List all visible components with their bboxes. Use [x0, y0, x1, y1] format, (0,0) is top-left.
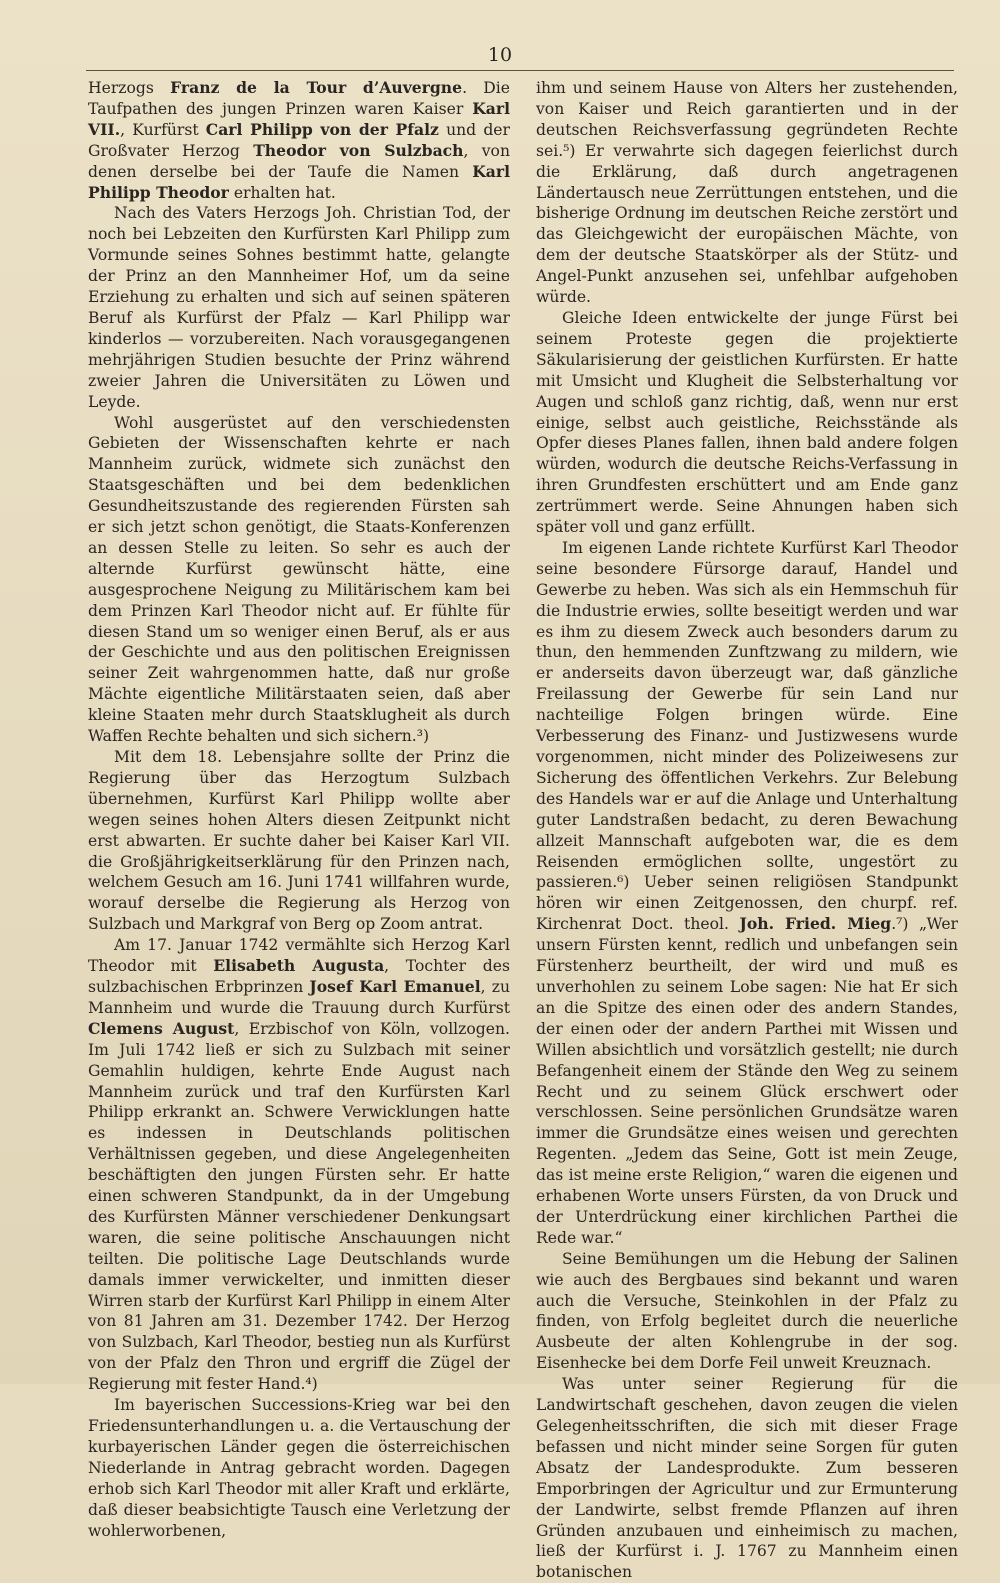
text-run: , Erzbischof von Köln, vollzogen. Im Juli 1742 ließ er sich zu Sulzbach mit seiner Gemahlin huldigen, kehrte Ende August nach Mannheim zurück und traf den Kurfürsten Karl Philipp erkrankt an. Schwere Verwicklungen hatte es indessen in Deutschlands politischen Verhältnissen gegeben, und diese Angelegenheiten beschäftigten den jungen Fürsten sehr. Er hatte einen schweren Standpunkt, da in der Umgebung des Kurfürsten Männer verschiedener Denkungsart waren, die seine politische Anschauungen nicht teilten. Die politische Lage Deutschlands wurde damals immer verwickelter, und inmitten dieser Wirren starb der Kurfürst Karl Philipp in einem Alter von 81 Jahren am 31. Dezember 1742. Der Herzog von Sulzbach, Karl Theodor, bestieg nun als Kurfürst von der Pfalz den Thron und ergriff die Zügel der Regierung mit fester Hand.⁴) [88, 1019, 510, 1394]
paragraph [88, 413, 510, 748]
text-run: , zu Mannheim und wurde die Trauung durch Kurfürst [88, 977, 510, 1017]
text-run: Herzogs [88, 79, 171, 97]
paragraph [88, 203, 510, 412]
paragraph [536, 538, 958, 1249]
text-run: Seine Bemühungen um die Hebung der Salinen wie auch des Bergbaues sind bekannt und waren auch die Versuche, Steinkohlen in der Pfalz zu finden, von Erfolg begleitet durch die neuerliche Ausbeute der alten Kohlengrube in der sog. Eisenhecke bei dem Dorfe Feil unweit Kreuznach. [536, 1249, 958, 1373]
emphasized-name: Josef Karl Emanuel [309, 976, 481, 996]
page-number: 10 [487, 44, 513, 66]
emphasized-name: Franz de la Tour d’Auvergne [170, 78, 463, 97]
right-column [536, 78, 958, 1582]
text-run: Wohl ausgerüstet auf den verschiedensten Gebieten der Wissenschaften kehrte er nach Mannheim zurück, widmete sich zunächst den Staatsgeschäften und bei dem bedenklichen Gesundheitszustande des regierenden Fürsten sah er sich jetzt schon genötigt, die Staats-Konferenzen an dessen Stelle zu leiten. So sehr es auch der alternde Kurfürst gewünscht hätte, eine ausgesprochene Neigung zu Militärischem kam bei dem Prinzen Karl Theodor nicht auf. Er fühlte für diesen Stand um so weniger einen Beruf, als er aus der Geschichte und aus den politischen Ereignissen seiner Zeit wahrgenommen hatte, daß nur große Mächte eigentliche Militärstaaten seien, daß aber kleine Staaten mehr durch Staatsklugheit als durch Waffen Rechte behalten und sich sichern.³) [88, 413, 510, 746]
emphasized-name: Clemens August [88, 1018, 235, 1038]
paragraph [88, 1395, 510, 1541]
emphasized-name: Carl Philipp von der Pfalz [205, 119, 439, 139]
text-run: Was unter seiner Regierung für die Landwirtschaft geschehen, davon zeugen die vielen Gelegenheitsschriften, die sich mit dieser Frage befassen und nicht minder seine Sorgen für guten Absatz der Landesprodukte. Zum besseren Emporbringen der Agricultur und zur Ermunterung der Landwirte, selbst fremde Pflanzen auf ihren Gründen anzubauen und einheimisch zu machen, ließ der Kurfürst i. J. 1767 zu Mannheim einen botanischen [536, 1375, 958, 1582]
emphasized-name: Theodor von Sulzbach [253, 140, 464, 160]
text-run: Mit dem 18. Lebensjahre sollte der Prinz die Regierung über das Herzogtum Sulzbach übernehmen, Kurfürst Karl Philipp wollte aber wegen seines hohen Alters diesen Zeitpunkt nicht erst abwarten. Er suchte daher bei Kaiser Karl VII. die Großjährigkeitserklärung für den Prinzen nach, welchem Gesuch am 16. Juni 1741 willfahren wurde, worauf derselbe die Regierung als Herzog von Sulzbach und Markgraf von Berg op Zoom antrat. [88, 748, 510, 934]
text-run: Im bayerischen Successions-Krieg war bei den Friedensunterhandlungen u. a. die Vertauschung der kurbayerischen Länder gegen die österreichischen Niederlande in Antrag gebracht worden. Dagegen erhob sich Karl Theodor mit aller Kraft und erklärte, daß dieser beabsichtigte Tausch eine Verletzung der wohlerworbenen, [88, 1396, 510, 1540]
text-run: , von denen derselbe bei der Taufe die Namen [88, 141, 510, 181]
text-run: Im eigenen Lande richtete Kurfürst Karl Theodor seine besondere Fürsorge darauf, Handel und Gewerbe zu heben. Was sich als ein Hemmschuh für die Industrie erwies, sollte beseitigt werden und war es ihm zu diesem Zweck auch besonders darum zu thun, den hemmenden Zunftzwang zu mildern, wie er anderseits davon überzeugt war, daß gänzliche Freilassung der Gewerbe für sein Land nur nachteilige Folgen bringen würde. Eine Verbesserung des Finanz- und Justizwesens wurde vorgenommen, nicht minder des Polizeiwesens zur Sicherung des öffentlichen Verkehrs. Zur Belebung des Handels war er auf die Anlage und Unterhaltung guter Landstraßen bedacht, zu deren Bewachung allzeit Mannschaft aufgeboten war, die es dem Reisenden ermöglichen sollte, ungestört zu passieren.⁶) Ueber seinen religiösen Standpunkt hören wir einen Zeitgenossen, den churpf. ref. Kirchenrat Doct. theol. [536, 538, 958, 934]
emphasized-name: Joh. Fried. Mieg [739, 914, 892, 934]
text-run: Gleiche Ideen entwickelte der junge Fürst bei seinem Proteste gegen die projektierte Säkularisierung der geistlichen Kurfürsten. Er hatte mit Umsicht und Klugheit die Selbsterhaltung vor Augen und schloß ganz richtig, daß, wenn nur erst einige, selbst auch geistliche, Reichsstände als Opfer dieses Planes fallen, ihnen bald andere folgen würden, wodurch die deutsche Reichs-Verfassung in ihren Grundfesten erschüttert und am Ende ganz zertrümmert werde. Seine Ahnungen haben sich später voll und ganz erfüllt. [536, 308, 958, 537]
paragraph [536, 1249, 958, 1374]
text-run: , Kurfürst [120, 120, 206, 139]
paragraph [536, 308, 958, 538]
emphasized-name: Karl VII. [88, 98, 510, 139]
text-run: .⁷) „Wer unsern Fürsten kennt, redlich und unbefangen sein Fürstenherz beurtheilt, der wird und muß es unverhohlen zu seinem Lobe sagen: Nie hat Er sich an die Spitze des einen oder des andern Standes, der einen oder der andern Parthei mit Wissen und Willen absichtlich und vorsätzlich gestellt; nie durch Befangenheit einem der Stände den Weg zu seinem Recht und zu seinem Glück erschwert oder verschlossen. Seine persönlichen Grundsätze waren immer die Grundsätze eines weisen und gerechten Regenten. „Jedem das Seine, Gott ist mein Zeuge, das ist meine erste Religion,“ waren die eigenen und erhabenen Worte unsers Fürsten, da von Druck und der Unterdrückung einer kirchlichen Parthei die Rede war.“ [536, 915, 958, 1247]
paragraph [88, 935, 510, 1395]
text-run: und der Großvater Herzog [88, 120, 510, 160]
emphasized-name: Karl Philipp Theodor [88, 161, 510, 202]
text-run: , Tochter des sulzbachischen Erbprinzen [88, 957, 510, 996]
text-run: ihm und seinem Hause von Alters her zustehenden, von Kaiser und Reich garantierten und in der deutschen Reichsverfassung gegründeten Rechte sei.⁵) Er verwahrte sich dagegen feierlichst durch die Erklärung, daß durch angetragenen Ländertausch neue Zerrüttungen entstehen, und die bisherige Ordnung im deutschen Reiche zerstört und das Gleichgewicht der europäischen Mächte, von dem der deutsche Staatskörper als der Stütz- und Angel-Punkt anzusehen sei, unfehlbar aufgehoben würde. [536, 79, 958, 307]
paragraph [88, 747, 510, 935]
paragraph-continuation [536, 78, 958, 308]
paragraph-continuation [88, 78, 510, 203]
emphasized-name: Elisabeth Augusta [213, 956, 385, 976]
text-run: Nach des Vaters Herzogs Joh. Christian Tod, der noch bei Lebzeiten den Kurfürsten Karl Philipp zum Vormunde seines Sohnes bestimmt hatte, gelangte der Prinz an den Mannheimer Hof, um da seine Erziehung zu erhalten und sich auf seinen späteren Beruf als Kurfürst der Pfalz — Karl Philipp war kinderlos — vorzubereiten. Nach vorausgegangenen mehrjährigen Studien besuchte der Prinz während zweier Jahren die Universitäten zu Löwen und Leyde. [88, 204, 510, 411]
header-rule [86, 70, 954, 71]
paragraph [536, 1374, 958, 1583]
text-run: erhalten hat. [228, 183, 336, 202]
text-run: . Die Taufpathen des jungen Prinzen waren Kaiser [88, 79, 511, 118]
left-column [88, 78, 511, 1540]
text-run: Am 17. Januar 1742 vermählte sich Herzog Karl Theodor mit [88, 936, 510, 976]
